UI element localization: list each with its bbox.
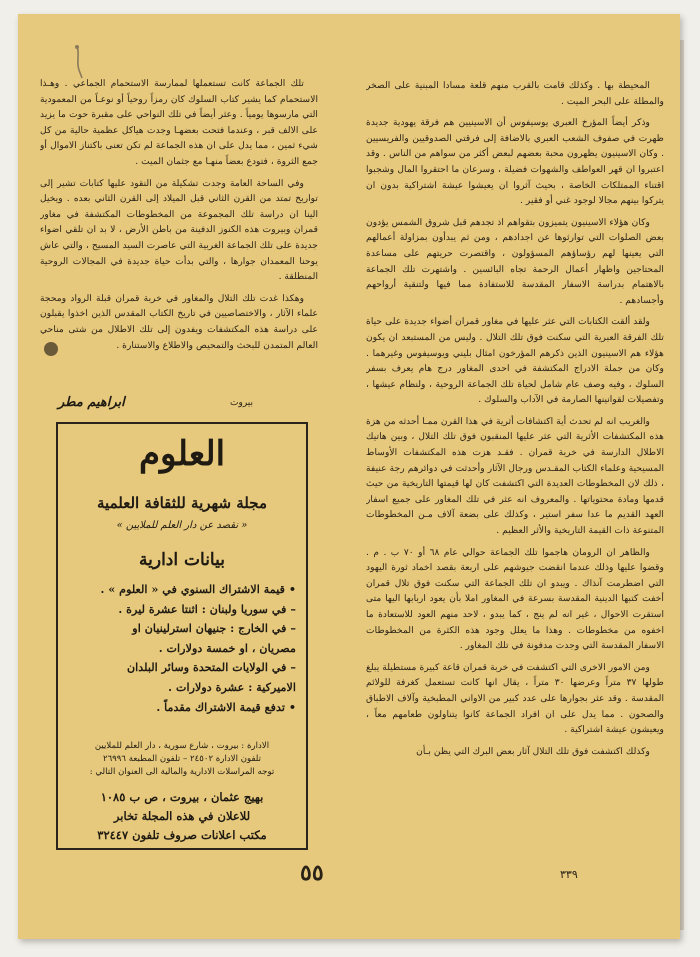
ad-footer-line: بهيج عثمان ، بيروت ، ص ب ١٠٨٥ [100, 790, 264, 804]
article-place: بيروت [230, 398, 254, 408]
paragraph: وكذلك اكتشفت فوق تلك التلال آثار بعض البرك التي يظن بـأن [416, 745, 650, 757]
ad-footer-line: للاعلان في هذه المجلة تخابر [113, 809, 251, 823]
ad-footer-line: مكتب اعلانات صروف تلفون ٣٢٤٤٧ [97, 828, 267, 842]
ad-address-line: توجه المراسلات الادارية والمالية الى العنوان التالي : [89, 767, 275, 777]
volume-page-number: ٣٣٩ [560, 868, 578, 881]
page-number: ٥٥ [300, 860, 324, 886]
paragraph: ومن الامور الاخرى التي اكتشفت في خربة قمران قاعة كبيرة مستطيلة يبلغ طولها ٣٧ متراً وعرضها ٣٠ متراً ، يقال انها كانت تستعمل كغرفة للولائم المقدسة . وقد عثر بجوارها على عدد كبير من الاواني المطبخية وآلاف الاطباق والصحون . مما يدل على ان افراد الجماعة كانوا يتناولون طعامهم معاً ، ويعيشون عيشة اشتراكية . [366, 661, 664, 736]
ad-line: • تدفع قيمة الاشتراك مقدماً . [156, 699, 296, 714]
ad-line: الاميركية : عشرة دولارات . [168, 679, 296, 694]
paragraph: وذكر أيضاً المؤرخ العبري يوسيفوس أن الاسينيين هم فرقة يهودية جديدة ظهرت في صفوف الشعب العبري بالاضافة إلى فرقتي الصدوقيين والفريسيين . وكان الاسينيون يظهرون محبة بعضهم لبعض أكثر من سواهم من الناس . وقد اعتبروا ان قهر العواطف والشهوات فضيلة ، وسرعان ما احتقروا المال وشجبوا اقتناء الممتلكات الخاصة ، بحيث آثروا ان يعيشوا عيشة اشتراكية بدون ان يتركوا بينهم مجالا لوجود غني أو فقير . [366, 117, 664, 207]
ad-line: – في الولايات المتحدة وسائر البلدان [126, 660, 296, 675]
paragraph: والظاهر ان الرومان هاجموا تلك الجماعة حوالي عام ٦٨ أو ٧٠ ب . م . وقضوا عليها وذلك عندما انقضت جيوشهم على اربعة بقصد اخماد ثورة اليهود التي اضطرمت آنذاك . ويبدو ان تلك الجماعة التي سكنت فوق تلال قمران أخفت كتبها الدينية المقدسة بسرعة في المغاور املا بأن يعود اربابها اليها متى استقرت الاحوال ، غير انه لم ينج ، كما يبدو ، لاحد منهم العود للاستعادة ما اخفوه من مخطوطات . وهذا ما يعلل وجود هذه الكثرة من المخطوطات الاسفار المقدسة التي وجدت مدفونة في تلك المغاور . [366, 546, 664, 652]
ad-line: • قيمة الاشتراك السنوي في « العلوم » . [100, 582, 296, 596]
ad-address [68, 740, 296, 779]
paragraph: ولقد ألقت الكتابات التي عثر عليها في مغاور قمران أضواء جديدة على حياة تلك الفرقة العبرية التي سكنت فوق تلك التلال . وليس من المستبعد ان يكون هؤلاء هم الاسينيون الذين ذكرهم المؤرخون امثال بليني ويوسيفوس وغيرهما . وكان من جملة الادراج المكتشفة في احدى المغاور درج هام يعرف بسفر السلوك ، وفيه وصف عام شامل لحياة تلك الجماعة الروحية ، ولنظام عيشها ، وتفصيلات لقوانينها الصارمة في الآداب والسلوك . [366, 316, 664, 406]
ad-footer [66, 788, 298, 845]
paragraph: وفي الساحة العامة وجدت تشكيلة من النقود عليها كتابات تشير إلى تواريخ تمتد من القرن الثاني قبل الميلاد إلى القرن الثاني بعده . ويخيل الينا ان دراسة تلك المجموعة من المخطوطات المكتشفة في مغاور قمران وبيروت هذه الكنوز الدفينة من باطن الأرض ، لا بد ان تلقي اضواء جديدة على تلك الجماعة الغربية التي عاصرت السيد المسيح ، والتي عاش يوحنا المعمدان جوارها ، والتي بدأت حياة جديدة في المجالات الروحية المنطلقة . [40, 177, 318, 283]
ad-line: – في سوريا ولبنان : اثنتا عشرة ليرة . [118, 601, 296, 616]
article-left-column [40, 76, 318, 394]
article-right-column [366, 78, 664, 874]
ad-subtitle: مجلة شهرية للثقافة العلمية [97, 494, 267, 512]
ad-heading: بيانات ادارية [139, 550, 225, 570]
paragraph: تلك الجماعة كانت تستعملها لممارسة الاستحمام الجماعي . وهـذا الاستحمام كما يشير كتاب السلوك كان رمزاً روحياً أو نوعـاً من المعمودية التي مارسوها يومياً . وعثر أيضاً في تلك النواحي على مقبرة حوت ما يزيد على الالف قبر ، وعندما فتحت بعضهـا وجدت هياكل عظمية حالية من كل شيء ثمين ، مما يدل على ان هذه الجماعة لم تكن تعنى باكتناز الاموال أو جمع الثروة ، فتودع بعضاً منهـا مع جثمان الميت . [40, 78, 318, 167]
ad-title: العلوم [138, 434, 226, 474]
staple-mark [74, 44, 84, 80]
ad-line: مصريان ، او خمسة دولارات . [158, 640, 296, 655]
ad-address-line: تلفون الادارة ٢٤٥٠٢ – تلفون المطبعة ٢٦٩٩٦ [102, 754, 262, 764]
ad-line: – في الخارج : جنيهان استرلينيان او [132, 621, 296, 636]
paragraph: وكان هؤلاء الاسينيون يتميزون بتقواهم اذ تجدهم قبل شروق الشمس يؤدون بعض الصلوات التي توارثوها عن اجدادهم ، ومن ثم يبدأون بمزاولة أعمالهم التي يعينها لهم رؤساؤهم المسؤولون ، واقتصرت حريتهم على مساعدة المحتاجين واظهار أعمال الرحمة تجاه البائسين . واشتهرت تلك الجماعة بالاهتمام بدراسة الاسفار المقدسة للاستفادة مما فيها ولتنقية أرواحهم وأجسادهم . [366, 216, 664, 306]
magazine-advert-box [56, 422, 308, 850]
ad-address-line: الادارة : بيروت ، شارع سورية ، دار العلم للملايين [94, 741, 270, 751]
ad-motto: « نقصد عن دار العلم للملايين » [116, 520, 248, 531]
paragraph: والغريب انه لم تحدث أية اكتشافات أثرية في هذا القرن ممـا أحدثه من هزة هذه المكتشفات الأثرية التي عثر عليها المنقبون فوق تلك التلال ، وبين هاتيك الاطلال الدارسة في خربة قمران . فقـد هزت هذه المكتشفات الأوساط المسيحية وعلماء الكتاب المقـدس ورجال الآثار وأحدثت في دوائرهم رجة عنيفة ، ذلك لان المخطوطات العديدة التي اكتشفت كان لها قيمتها التاريخية من حيث قدمها ومادة محتوياتها . والمعروف انه عثر في تلك المغاور على جميع اسفار العهد القديم ما عدا سفر استير ، وكذلك على بضعة آلاف مـن المخطوطات المتنوعة ذات القيمة التاريخية والأثر العظيم . [366, 415, 664, 537]
author-signature: ابراهيم مطر [58, 395, 125, 410]
paragraph: وهكذا غدت تلك التلال والمغاور في خربة قمران قبلة الرواد ومحجة علماء الآثار ، والاختصاصيين في تاريخ الكتاب المقدس الذين اخذوا يقبلون على دراسة هذه المكتشفات ويفدون إلى تلك الاطلال من شتى مناحي العالم المتمدن للبحث والتمحيص والاطلاع والاستنارة . [40, 292, 318, 351]
ad-subscription-list [68, 580, 296, 717]
paragraph: المحيطة بها . وكذلك قامت بالقرب منهم قلعة مسادا المبنية على الصخر والمطلة على البحر الميت . [366, 80, 664, 107]
